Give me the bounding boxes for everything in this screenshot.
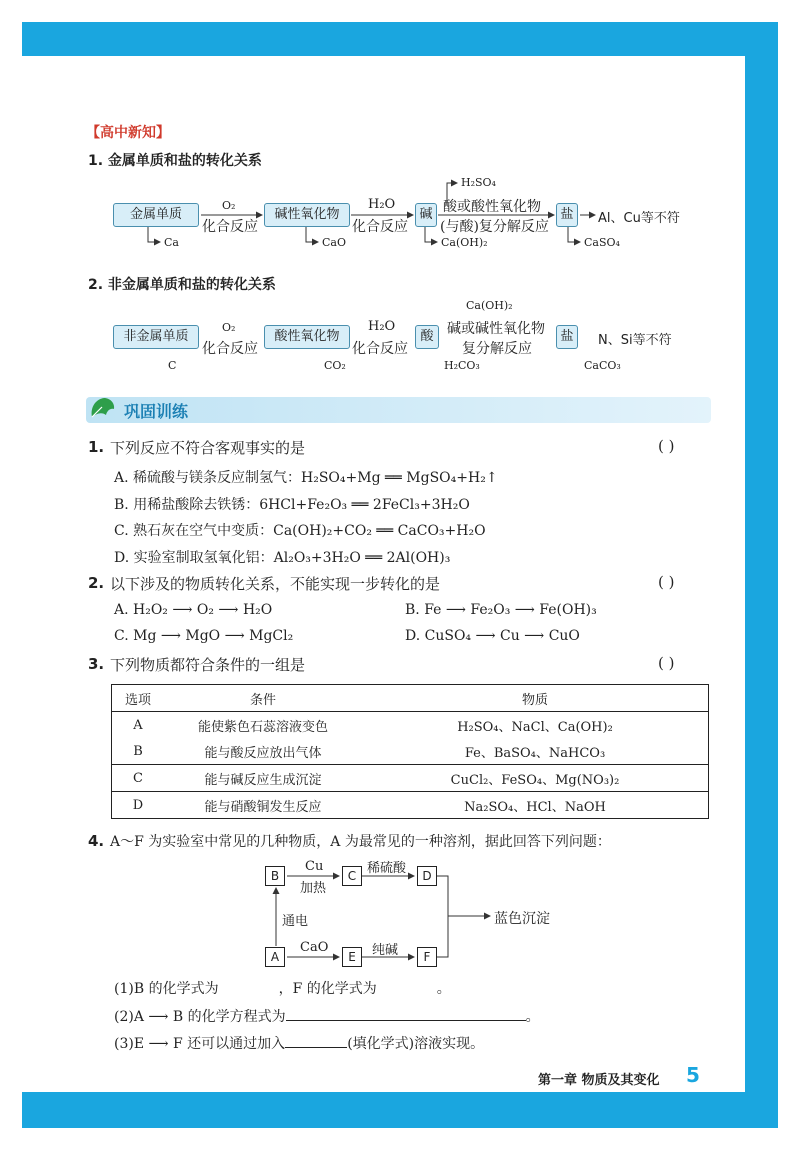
table-row: [112, 792, 709, 819]
section-title: 巩固训练: [124, 402, 189, 421]
q3-row-b-condition: 能与酸反应放出气体: [204, 745, 322, 761]
q3-row-d-substance: Na₂SO₄、HCl、NaOH: [362, 792, 709, 819]
flow2-below-acid: H₂CO₃: [444, 359, 480, 372]
flow1-box-salt: 盐: [556, 203, 578, 227]
flow2-arrow2-top: H₂O: [368, 319, 396, 334]
q4-sub1: [114, 978, 451, 998]
flow1-box-metal: 金属单质: [113, 203, 199, 227]
q4-sub3-text-b: (填化学式)溶液实现。: [347, 1036, 485, 1052]
q3-stem: 下列物质都符合条件的一组是: [110, 656, 306, 674]
q3-row-c-condition: 能与碱反应生成沉淀: [164, 765, 362, 792]
q4-node-d: D: [417, 866, 437, 886]
flow1-arrows: [0, 0, 800, 300]
section2-title: 2. 非金属单质和盐的转化关系: [88, 277, 276, 293]
q2-stem: 以下涉及的物质转化关系，不能实现一步转化的是: [110, 575, 441, 593]
q4-stem: A～F 为实验室中常见的几种物质，A 为最常见的一种溶剂，据此回答下列问题：: [110, 834, 611, 850]
q2-option-d[interactable]: D. CuSO₄ ⟶ Cu ⟶ CuO: [405, 628, 580, 644]
q3-row-d-condition: 能与硝酸铜发生反应: [164, 792, 362, 819]
q4-label-cu: Cu: [305, 859, 324, 874]
q1-stem: 下列反应不符合客观事实的是: [110, 439, 306, 457]
q4-number: 4.: [88, 832, 105, 850]
q1-option-a[interactable]: A. 稀硫酸与镁条反应制氢气：H₂SO₄+Mg ══ MgSO₄+H₂↑: [114, 470, 498, 486]
flow1-arrow3-top: 酸或酸性氧化物: [443, 199, 541, 215]
q3-table: [111, 684, 709, 819]
flow2-below-oxide: CO₂: [324, 359, 346, 372]
q3-row-a-option: A: [133, 717, 143, 733]
q4-node-b: B: [265, 866, 285, 886]
q1-number: 1.: [88, 438, 105, 456]
q1-answer-paren[interactable]: ( ): [658, 437, 675, 455]
q4-node-f: F: [417, 947, 437, 967]
flow2-arrow1-bottom: 化合反应: [202, 341, 258, 357]
q2-answer-paren[interactable]: ( ): [658, 573, 675, 591]
q4-node-e: E: [342, 947, 362, 967]
table-row: [112, 712, 709, 739]
q4-label-soda: 纯碱: [372, 943, 399, 958]
q4-sub3-text-a: (3)E ⟶ F 还可以通过加入: [114, 1036, 286, 1052]
q4-sub3: [114, 1033, 484, 1053]
q4-sub1-end: 。: [436, 981, 451, 997]
q4-label-cao: CaO: [300, 940, 329, 955]
flow1-arrow2-bottom: 化合反应: [352, 219, 408, 235]
q4-sub1-blank-b[interactable]: [219, 979, 279, 993]
q4-sub2: [114, 1006, 540, 1026]
flow1-arrow1-top: O₂: [222, 199, 236, 212]
intro-tag: 【高中新知】: [86, 125, 170, 141]
flow2-arrow2-bottom: 化合反应: [352, 341, 408, 357]
flow1-below-metal: Ca: [164, 236, 179, 249]
q3-table-header: [112, 685, 709, 712]
flow1-above-base: H₂SO₄: [461, 176, 496, 189]
table-row: [112, 738, 709, 765]
q3-row-a-substance: H₂SO₄、NaCl、Ca(OH)₂: [457, 719, 613, 735]
flow2-arrow3-top: 碱或碱性氧化物: [447, 321, 545, 337]
q2-option-c[interactable]: C. Mg ⟶ MgO ⟶ MgCl₂: [114, 628, 294, 644]
flow2-below-salt: CaCO₃: [584, 359, 621, 372]
q1-option-c[interactable]: C. 熟石灰在空气中变质：Ca(OH)₂+CO₂ ══ CaCO₃+H₂O: [114, 523, 486, 539]
q4-node-a: A: [265, 947, 285, 967]
q4-label-dilute-acid: 稀硫酸: [367, 861, 407, 876]
q4-label-blue-precipitate: 蓝色沉淀: [494, 911, 550, 927]
flow1-arrow3-bottom: (与酸)复分解反应: [440, 219, 549, 235]
q3-row-c-substance: CuCl₂、FeSO₄、Mg(NO₃)₂: [362, 765, 709, 792]
footer-chapter: 第一章 物质及其变化: [538, 1073, 660, 1088]
flow1-box-base: 碱: [415, 203, 437, 227]
flow1-below-salt: CaSO₄: [584, 236, 620, 249]
ginkgo-leaf-icon: [88, 395, 118, 423]
q4-sub2-blank[interactable]: [286, 1006, 526, 1021]
q3-header-substance: 物质: [362, 685, 709, 712]
flow1-below-base: Ca(OH)₂: [441, 236, 488, 249]
flow2-box-acid: 酸: [415, 325, 439, 349]
flow2-arrow1-top: O₂: [222, 321, 236, 334]
flow1-arrow2-top: H₂O: [368, 197, 396, 212]
q4-node-c: C: [342, 866, 362, 886]
flow1-below-oxide: CaO: [322, 236, 346, 249]
q1-option-d[interactable]: D. 实验室制取氢氧化铝：Al₂O₃+3H₂O ══ 2Al(OH)₃: [114, 550, 451, 566]
q2-option-b[interactable]: B. Fe ⟶ Fe₂O₃ ⟶ Fe(OH)₃: [405, 602, 597, 618]
q4-label-electrolysis: 通电: [282, 914, 309, 929]
section1-title: 1. 金属单质和盐的转化关系: [88, 153, 262, 169]
flow2-below-nonmetal: C: [168, 359, 177, 372]
flow1-box-basic-oxide: 碱性氧化物: [264, 203, 350, 227]
q4-sub3-blank[interactable]: [285, 1033, 347, 1048]
bottom-frame-bar: [22, 1092, 778, 1128]
q3-row-b-option: B: [133, 743, 143, 759]
q3-row-b-substance: Fe、BaSO₄、NaHCO₃: [464, 745, 606, 761]
q4-sub1-text-b: ，F 的化学式为: [278, 981, 377, 997]
q3-answer-paren[interactable]: ( ): [658, 654, 675, 672]
q4-label-heat: 加热: [300, 881, 327, 896]
flow1-tail: Al、Cu等不符: [598, 211, 680, 226]
q4-sub1-blank-f[interactable]: [377, 979, 437, 993]
q3-row-a-condition: 能使紫色石蕊溶液变色: [197, 719, 328, 735]
flow2-tail: N、Si等不符: [598, 333, 672, 348]
q4-sub1-text-a: (1)B 的化学式为: [114, 981, 219, 997]
flow2-box-salt: 盐: [556, 325, 578, 349]
q3-row-c-option: C: [112, 765, 165, 792]
flow2-box-acidic-oxide: 酸性氧化物: [264, 325, 350, 349]
flow2-arrow3-bottom: 复分解反应: [462, 341, 532, 357]
flow2-box-nonmetal: 非金属单质: [113, 325, 199, 349]
q3-header-option: 选项: [112, 685, 165, 712]
q3-header-condition: 条件: [164, 685, 362, 712]
page-number: 5: [686, 1063, 700, 1087]
q4-sub2-text: (2)A ⟶ B 的化学方程式为: [114, 1009, 286, 1025]
q1-option-b[interactable]: B. 用稀盐酸除去铁锈：6HCl+Fe₂O₃ ══ 2FeCl₃+3H₂O: [114, 497, 470, 513]
table-row: [112, 765, 709, 792]
q4-sub2-end: 。: [525, 1009, 540, 1025]
q2-number: 2.: [88, 574, 105, 592]
q3-number: 3.: [88, 655, 105, 673]
q3-row-d-option: D: [112, 792, 165, 819]
flow2-above-acid: Ca(OH)₂: [466, 299, 513, 312]
q2-option-a[interactable]: A. H₂O₂ ⟶ O₂ ⟶ H₂O: [114, 602, 273, 618]
flow1-arrow1-bottom: 化合反应: [202, 219, 258, 235]
